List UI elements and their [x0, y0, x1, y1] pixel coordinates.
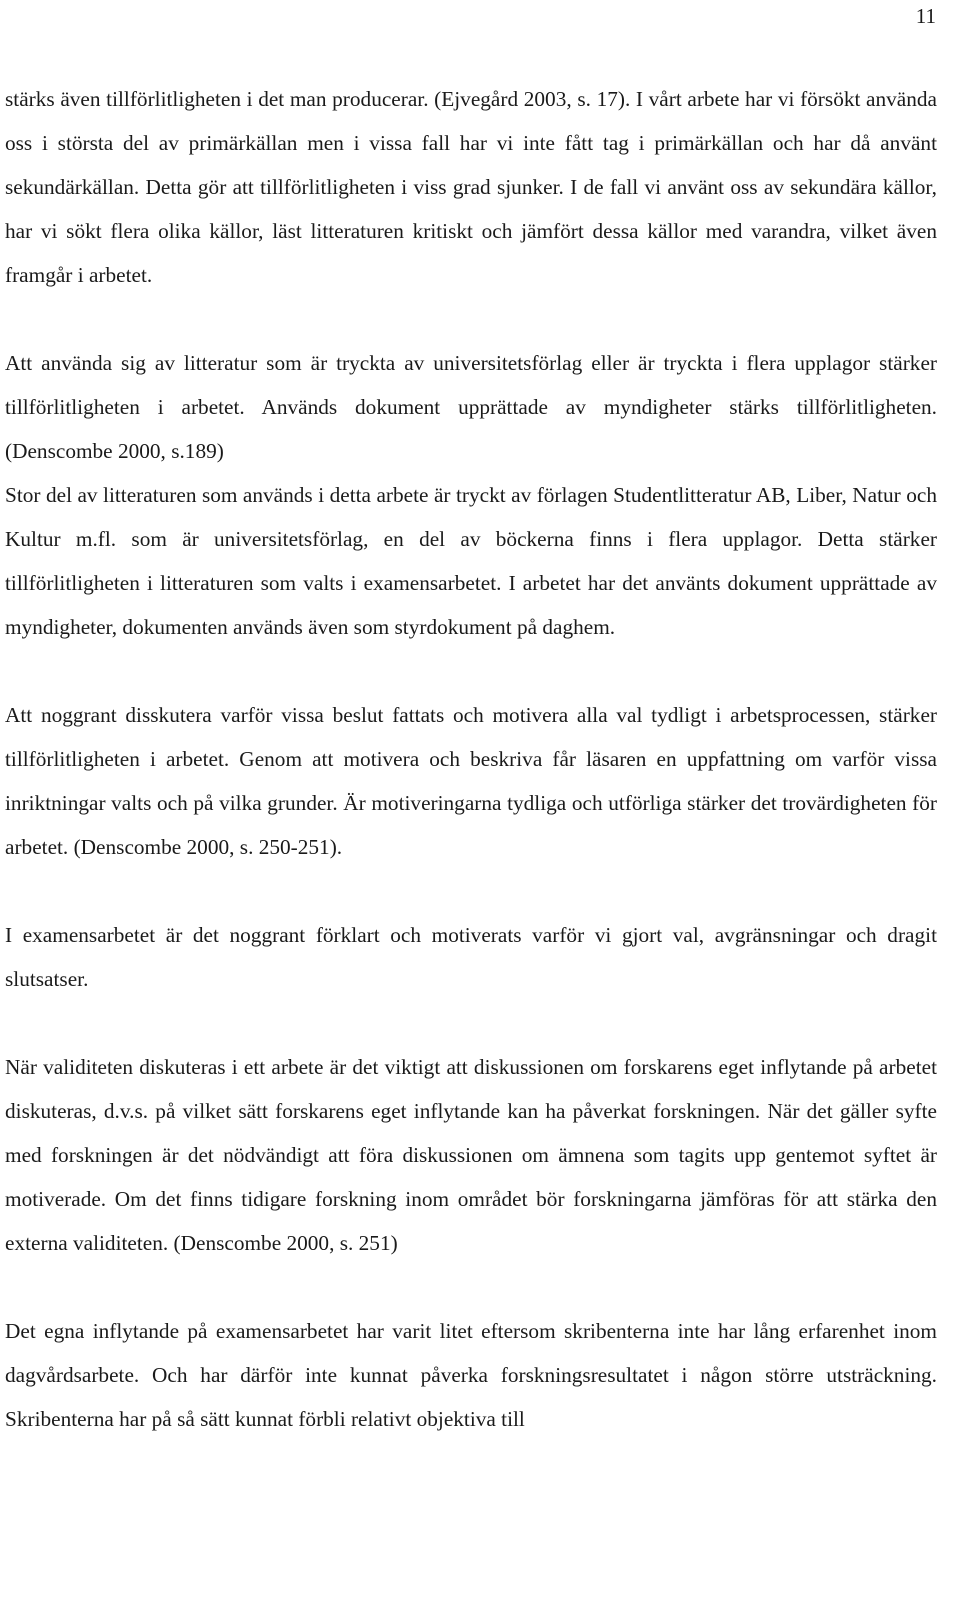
paragraph-gap	[5, 649, 937, 693]
paragraph-gap	[5, 297, 937, 341]
paragraph-motivating-decisions: Att noggrant disskutera varför vissa beslut fattats och motivera alla val tydligt i arbetsprocessen, stärker tillförlitligheten i arbetet. Genom att motivera och beskriva får läsaren en uppfattning om varför vissa inriktningar valts och på vilka grunder. Är motiveringarna tydliga och utförliga stärker det trovärdigheten för arbetet. (Denscombe 2000, s. 250-251).	[5, 703, 937, 859]
paragraph-university-publishers: Att använda sig av litteratur som är tryckta av universitetsförlag eller är tryckta i flera upplagor stärker tillförlitligheten i arbetet. Används dokument upprättade av myndigheter stärks tillförlitligheten. (Denscombe 2000, s.189)	[5, 351, 937, 463]
paragraph-gap	[5, 869, 937, 913]
paragraph-explained-choices: I examensarbetet är det noggrant förklart och motiverats varför vi gjort val, avgränsningar och dragit slutsatser.	[5, 923, 937, 991]
paragraph-reliability-sources: stärks även tillförlitligheten i det man producerar. (Ejvegård 2003, s. 17). I vårt arbete har vi försökt använda oss i största del av primärkällan men i vissa fall har vi inte fått tag i primärkällan och har då använt sekundärkällan. Detta gör att tillförlitligheten i viss grad sjunker. I de fall vi använt oss av sekundära källor, har vi sökt flera olika källor, läst litteraturen kritiskt och jämfört dessa källor med varandra, vilket även framgår i arbetet.	[5, 87, 937, 287]
paragraph-validity: När validiteten diskuteras i ett arbete är det viktigt att diskussionen om forskarens eget inflytande på arbetet diskuteras, d.v.s. på vilket sätt forskarens eget inflytande kan ha påverkat forskningen. När det gäller syfte med forskningen är det nödvändigt att föra diskussionen om ämnena som tagits upp gentemot syftet är motiverade. Om det finns tidigare forskning inom området bör forskningarna jämföras för att stärka den externa validiteten. (Denscombe 2000, s. 251)	[5, 1055, 937, 1255]
paragraph-own-influence: Det egna inflytande på examensarbetet har varit litet eftersom skribenterna inte har lång erfarenhet inom dagvårdsarbete. Och har därför inte kunnat påverka forskningsresultatet i någon större utsträckning. Skribenterna har på så sätt kunnat förbli relativt objektiva till	[5, 1319, 937, 1431]
body-text	[5, 77, 937, 1441]
paragraph-gap	[5, 1001, 937, 1045]
page-number: 11	[915, 4, 936, 28]
paragraph-literature-used: Stor del av litteraturen som används i detta arbete är tryckt av förlagen Studentlitteratur AB, Liber, Natur och Kultur m.fl. som är universitetsförlag, en del av böckerna finns i flera upplagor. Detta stärker tillförlitligheten i litteraturen som valts i examensarbetet. I arbetet har det använts dokument upprättade av myndigheter, dokumenten används även som styrdokument på daghem.	[5, 483, 937, 639]
paragraph-gap	[5, 1265, 937, 1309]
